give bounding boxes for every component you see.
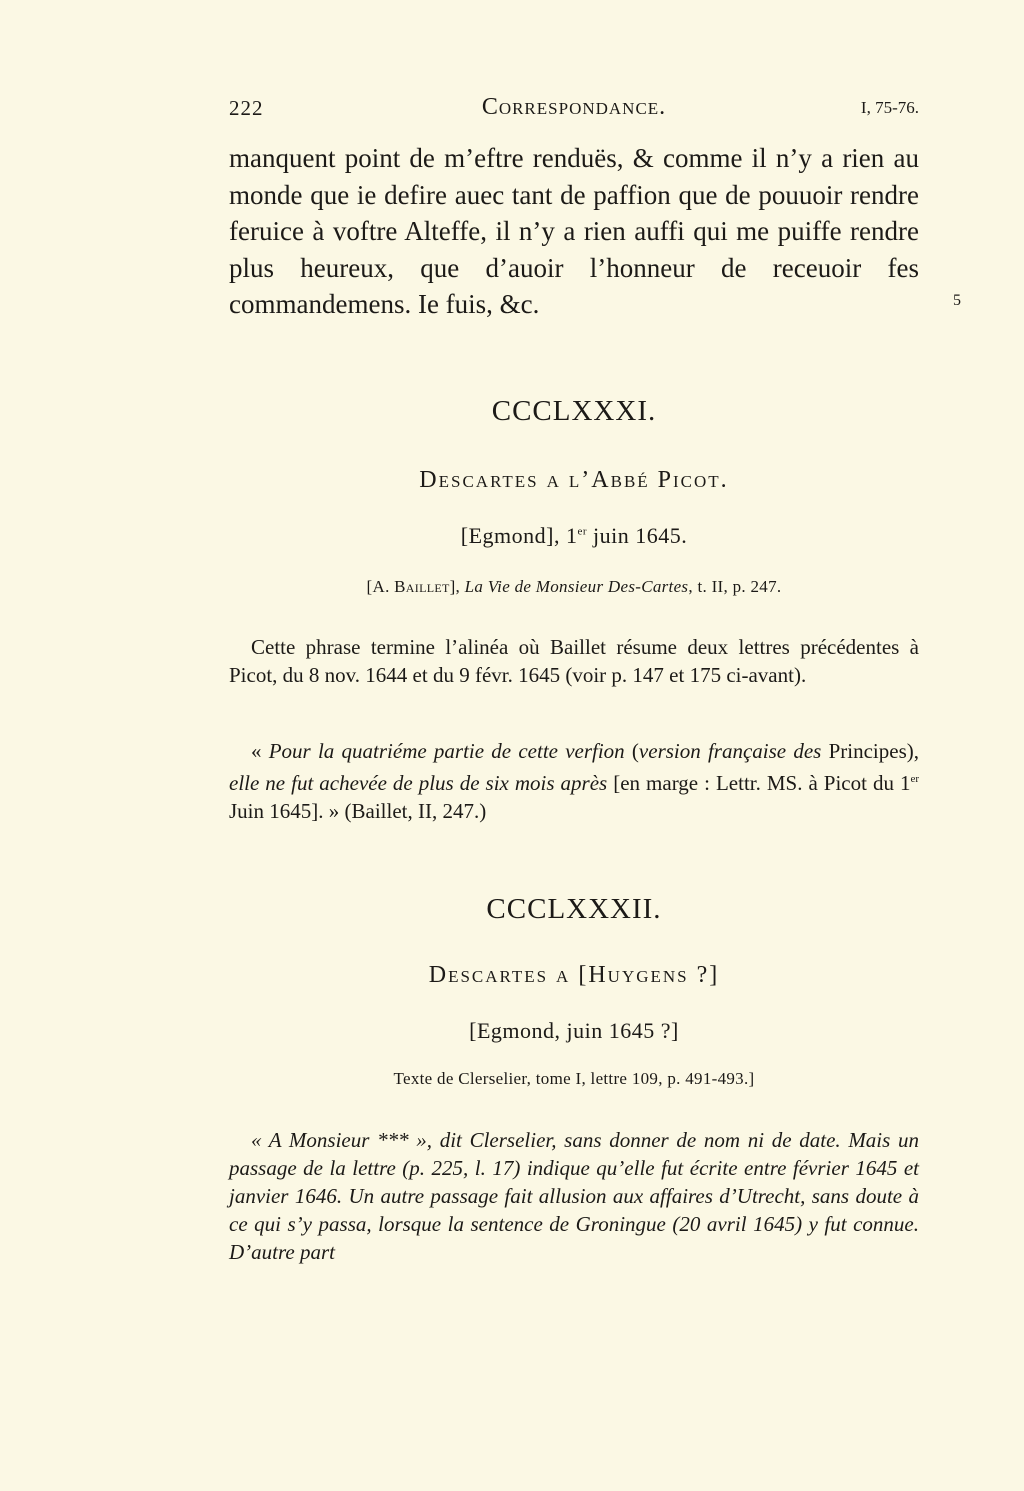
letter-source-382: Texte de Clerselier, tome I, lettre 109, p. 491-493.] bbox=[393, 1069, 755, 1088]
date-superscript: er bbox=[577, 525, 587, 538]
source-author: Baillet bbox=[394, 577, 450, 596]
note-text: Principes bbox=[821, 739, 907, 763]
letter-number-382: CCCLXXXII. bbox=[486, 893, 662, 925]
letter-source-381 bbox=[229, 577, 919, 597]
letter-date-381 bbox=[229, 523, 919, 549]
source-work-title: La Vie de Monsieur Des-Cartes bbox=[464, 577, 689, 596]
source-text: [A. bbox=[366, 577, 395, 596]
date-text: juin 1645. bbox=[587, 523, 688, 548]
editorial-note-381-a: Cette phrase termine l’alinéa où Baillet résume deux lettres précédentes à Picot, du 8 nov. 1644 et du 9 févr. 1645 (voir p. 147 et 175 ci-avant). bbox=[229, 635, 919, 687]
page-number: 222 bbox=[229, 96, 264, 120]
page-reference: I, 75-76. bbox=[860, 98, 919, 117]
quoted-text: elle ne fut achevée de plus de six mois après bbox=[229, 771, 608, 795]
quote-mark: « bbox=[251, 739, 269, 763]
letter-body-text: manquent point de m’eftre renduës, & comme il n’y a rien au monde que ie defire auec tant de paffion que de pouuoir rendre feruice à voftre Alteffe, il n’y a rien auffi qui me puiffe rendre plus heureux, que d’auoir l’honneur de receuoir fes commandemens. Ie fuis, &c. bbox=[229, 143, 919, 319]
letter-title-382: Descartes a [Huygens ?] bbox=[428, 962, 720, 988]
letter-title-381: Descartes a l’Abbé Picot. bbox=[419, 467, 729, 493]
margin-line-number: 5 bbox=[953, 292, 961, 309]
letter-date-382: [Egmond, juin 1645 ?] bbox=[469, 1018, 679, 1043]
page-header bbox=[229, 96, 919, 126]
editorial-note-382: « A Monsieur *** », dit Clerselier, sans donner de nom ni de date. Mais un passage de la lettre (p. 225, l. 17) indique qu’elle fut écrite entre février 1645 et janvier 1646. Un autre passage fait allusion aux affaires d’Utrecht, sans doute à ce qui s’y passa, lorsque la sentence de Groningue (20 avril 1645) y fut connue. D’autre part bbox=[229, 1128, 919, 1264]
note-text: [en marge : Lettr. MS. à Picot du 1 bbox=[607, 771, 911, 795]
date-text: [Egmond], 1 bbox=[460, 523, 578, 548]
quoted-text: Pour la quatriéme partie de cette verfion bbox=[268, 739, 625, 763]
note-text: Juin 1645]. » (Baillet, II, 247.) bbox=[229, 799, 487, 823]
editorial-note-381-b bbox=[229, 737, 919, 825]
quoted-text: version française des bbox=[638, 739, 822, 763]
letter-number-381: CCCLXXXI. bbox=[491, 395, 657, 427]
note-text: ( bbox=[624, 739, 639, 763]
running-title: Correspondance. bbox=[481, 94, 667, 120]
note-text: ), bbox=[906, 739, 919, 763]
source-text: ], bbox=[449, 577, 465, 596]
note-superscript: er bbox=[910, 773, 919, 785]
source-text: , t. II, p. 247. bbox=[688, 577, 782, 596]
